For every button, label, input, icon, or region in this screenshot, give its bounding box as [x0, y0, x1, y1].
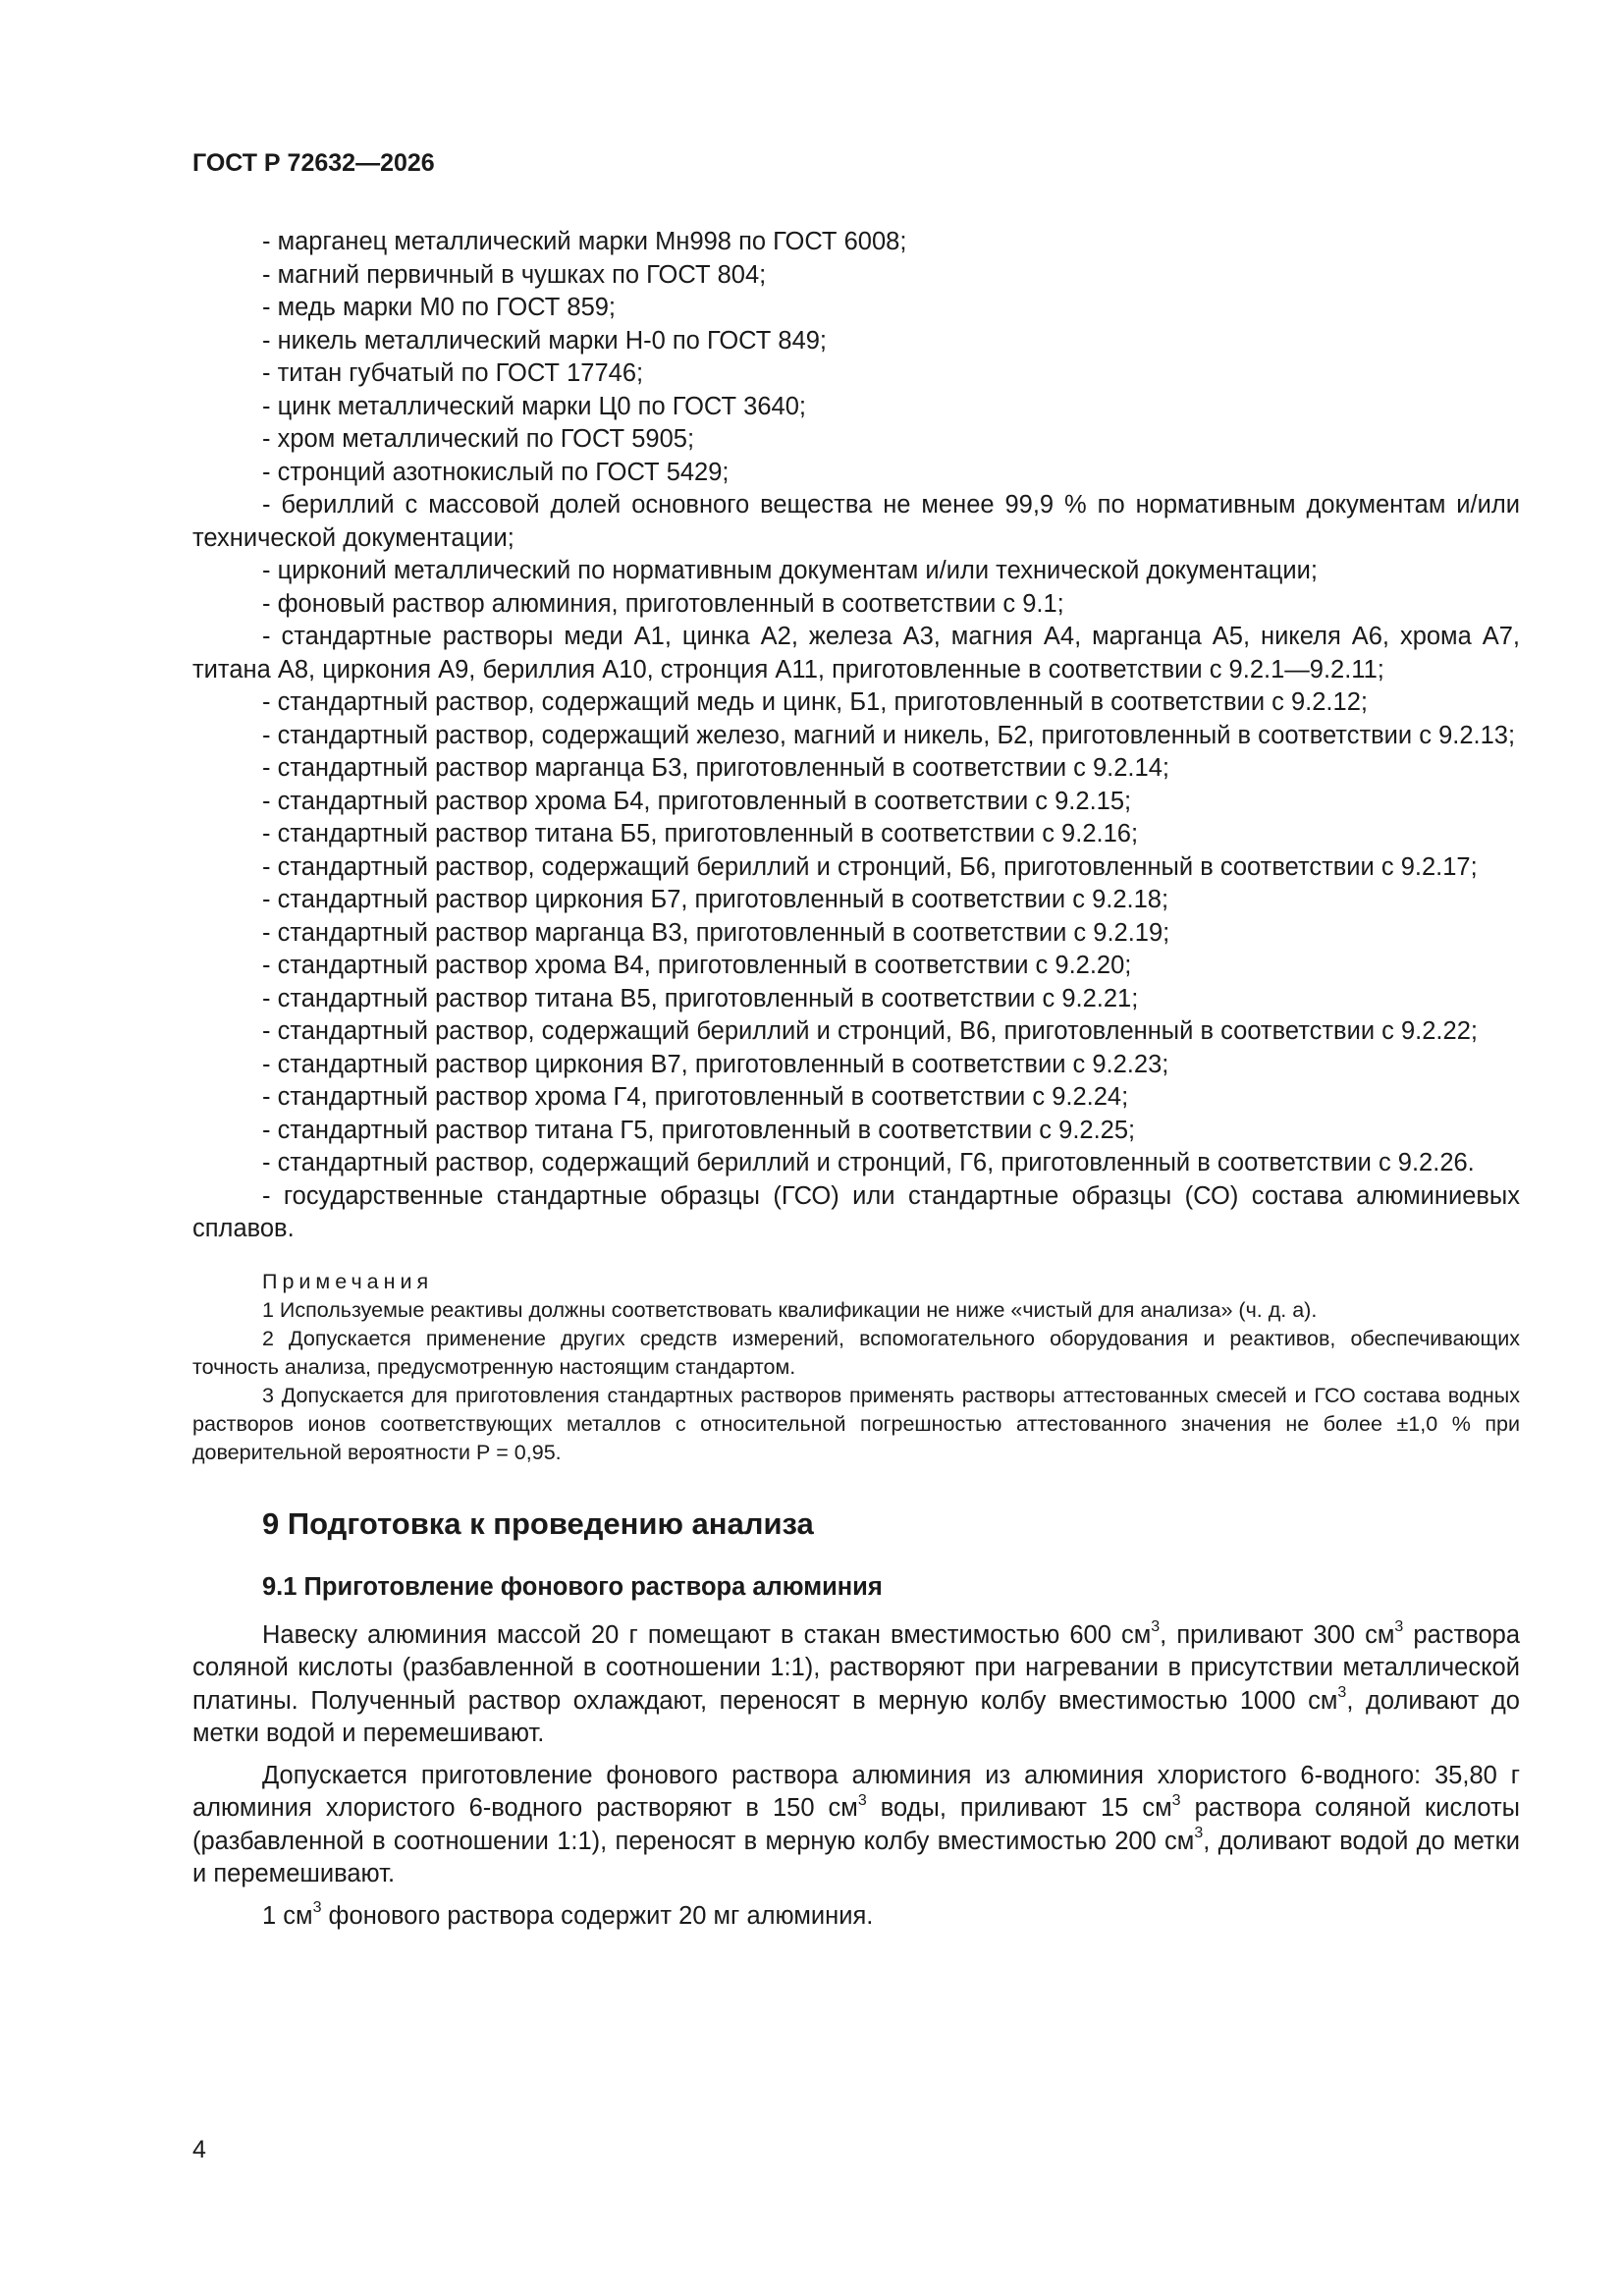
list-item: - медь марки М0 по ГОСТ 859;	[262, 294, 617, 321]
list-item: - цирконий металлический по нормативным документам и/или технической документации;	[262, 557, 1318, 584]
list-item: - стандартный раствор титана Б5, приготовленный в соответствии с 9.2.16;	[262, 820, 1139, 847]
list-item: - магний первичный в чушках по ГОСТ 804;	[262, 260, 767, 289]
list-item: - стандартный раствор циркония В7, приготовленный в соответствии с 9.2.23;	[262, 1050, 1169, 1078]
note-item: 2 Допускается применение других средств измерений, вспомогательного оборудования и реактивов, обеспечивающих точность анализа, предусмотренную настоящим стандартом.	[192, 1326, 1520, 1379]
list-item: - бериллий с массовой долей основного вещества не менее 99,9 % по нормативным документам и/или технической документации;	[192, 491, 1520, 552]
list-item: - фоновый раствор алюминия, приготовленный в соответствии с 9.1;	[262, 589, 1064, 618]
list-item: - стандартный раствор марганца Б3, приготовленный в соответствии с 9.2.14;	[262, 754, 1169, 782]
notes-title: Примечания	[262, 1269, 434, 1293]
section-heading: 9 Подготовка к проведению анализа	[262, 1505, 814, 1541]
note-item: 1 Используемые реактивы должны соответствовать квалификации не ниже «чистый для анализа» (ч. д. а).	[262, 1297, 1318, 1322]
notes-block	[192, 1268, 1520, 1467]
list-item: - хром металлический по ГОСТ 5905;	[262, 425, 695, 453]
page-content	[192, 226, 1520, 1933]
list-item: - стандартный раствор хрома Б4, приготовленный в соответствии с 9.2.15;	[262, 787, 1132, 815]
list-item: - стандартный раствор хрома Г4, приготовленный в соответствии с 9.2.24;	[262, 1083, 1129, 1111]
list-item: - стандартный раствор титана Г5, приготовленный в соответствии с 9.2.25;	[262, 1116, 1136, 1144]
paragraph: Допускается приготовление фонового раствора алюминия из алюминия хлористого 6-водного: 35,80 г алюминия хлористого 6-водного растворяют в 150 $см^3$ воды, приливают 15 $см^3$ раствора соляной кислоты (разбавленной в соотношении 1:1), переносят в мерную колбу вместимостью 200 $см^3$, доливают водой до метки и перемешивают.	[192, 1761, 1520, 1887]
list-item: - марганец металлический марки Мн998 по ГОСТ 6008;	[262, 228, 907, 255]
list-item: - стандартный раствор, содержащий бериллий и стронций, В6, приготовленный в соответствии с 9.2.22;	[262, 1017, 1478, 1045]
list-item: - титан губчатый по ГОСТ 17746;	[262, 359, 644, 387]
list-item: - стандартный раствор, содержащий железо, магний и никель, Б2, приготовленный в соответствии с 9.2.13;	[262, 721, 1516, 749]
paragraph: 1 $см^3$ фонового раствора содержит 20 мг алюминия.	[262, 1899, 874, 1930]
list-item: - стандартный раствор марганца В3, приготовленный в соответствии с 9.2.19;	[262, 918, 1170, 947]
list-item: - государственные стандартные образцы (ГСО) или стандартные образцы (СО) состава алюминиевых сплавов.	[192, 1181, 1520, 1242]
list-item: - стандартный раствор циркония Б7, приготовленный в соответствии с 9.2.18;	[262, 886, 1169, 913]
document-header: ГОСТ Р 72632—2026	[192, 149, 435, 177]
list-item: - стандартные растворы меди А1, цинка А2, железа А3, магния А4, марганца А5, никеля А6, хрома А7, титана А8, циркония А9, бериллия А10, стронция А11, приготовленные в соответствии с 9.2.1—9.2.11;	[192, 623, 1520, 683]
subsection-heading: 9.1 Приготовление фонового раствора алюминия	[262, 1572, 883, 1601]
list-item: - стандартный раствор, содержащий бериллий и стронций, Б6, приготовленный в соответствии с 9.2.17;	[262, 852, 1478, 881]
paragraph: Навеску алюминия массой 20 г помещают в стакан вместимостью 600 $см^3$, приливают 300 $см^3$ раствора соляной кислоты (разбавленной в соотношении 1:1), растворяют при нагревании в присутствии металлической платины. Полученный раствор охлаждают, переносят в мерную колбу вместимостью 1000 $см^3$, доливают до метки водой и перемешивают.	[192, 1618, 1521, 1747]
list-item: - стандартный раствор хрома В4, приготовленный в соответствии с 9.2.20;	[262, 952, 1132, 979]
list-item: - цинк металлический марки Ц0 по ГОСТ 3640;	[262, 392, 806, 420]
note-item: 3 Допускается для приготовления стандартных растворов применять растворы аттестованных смесей и ГСО состава водных растворов ионов соответствующих металлов с относительной погрешностью аттестованного значения не более ±1,0 % при доверительной вероятности Р = 0,95.	[192, 1383, 1520, 1464]
list-item: - никель металлический марки Н-0 по ГОСТ 849;	[262, 326, 828, 355]
list-item: - стандартный раствор титана В5, приготовленный в соответствии с 9.2.21;	[262, 984, 1139, 1012]
page-number: 4	[192, 2136, 206, 2163]
list-item: - стандартный раствор, содержащий бериллий и стронций, Г6, приготовленный в соответствии с 9.2.26.	[262, 1149, 1475, 1176]
materials-list	[192, 226, 1520, 1246]
list-item: - стандартный раствор, содержащий медь и цинк, Б1, приготовленный в соответствии с 9.2.12;	[262, 688, 1368, 716]
list-item: - стронций азотнокислый по ГОСТ 5429;	[262, 458, 730, 486]
